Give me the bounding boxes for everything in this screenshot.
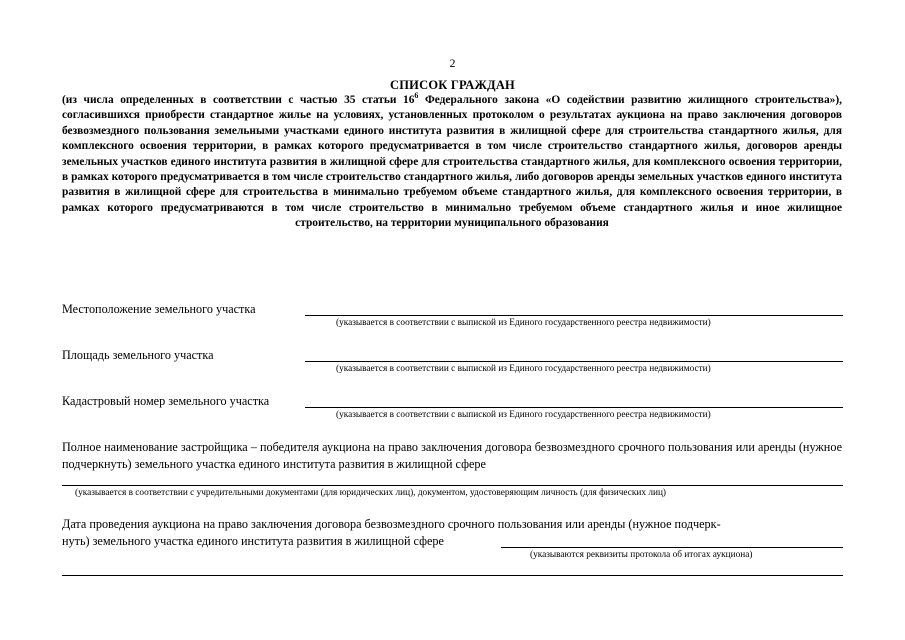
area-label: Площадь земельного участка [62, 348, 214, 362]
intro-text-start: (из числа определенных в соответствии с частью 35 статьи 16 [62, 94, 415, 106]
cadastral-hint: (указывается в соответствии с выпиской из Единого государственного реестра недвижимости) [336, 410, 711, 420]
intro-text-end: Федерального закона «О содействии развитию жилищного строительства»), согласившихся приобрести стандартное жилье на условиях, установленных протоколом о результатах аукциона на право заключения договоров безвозмездного пользования земельными участками единого института развития в жилищной сфере для строительства стандартного жилья, для комплексного освоения территории, в рамках которого предусматривается в том числе строительство стандартного жилья, договоров аренды земельных участков единого института развития в жилищной сфере для строительства стандартного жилья, для комплексного освоения территории, в рамках которого предусматривается в том числе строительство стандартного жилья, либо договоров аренды земельных участков единого института развития в жилищной сфере для строительства в минимально требуемом объеме стандартного жилья, для комплексного освоения территории, в рамках которого предусматриваются в том числе строительство в минимально требуемом объеме стандартного жилья и иное жилищное строительство, на территории муниципального образования [62, 94, 842, 230]
cadastral-label: Кадастровый номер земельного участка [62, 394, 270, 408]
auction-line-2: нуть) земельного участка единого института развития в жилищной сфере [62, 534, 444, 548]
location-fill-line[interactable] [305, 315, 843, 316]
location-hint: (указывается в соответствии с выпиской из Единого государственного реестра недвижимости) [336, 318, 711, 328]
area-hint: (указывается в соответствии с выпиской из Единого государственного реестра недвижимости) [336, 364, 711, 374]
cadastral-fill-line[interactable] [305, 407, 843, 408]
area-fill-line[interactable] [305, 361, 843, 362]
document-title: СПИСОК ГРАЖДАН [390, 78, 515, 92]
auction-fill-line[interactable] [501, 547, 843, 548]
intro-superscript: 6 [414, 91, 419, 101]
auction-line-1: Дата проведения аукциона на право заключения договора безвозмездного срочного пользования или аренды (нужное подчерк- [62, 517, 721, 531]
location-label: Местоположение земельного участка [62, 302, 256, 316]
auction-hint: (указываются реквизиты протокола об итогах аукциона) [530, 550, 753, 560]
developer-paragraph: Полное наименование застройщика – победителя аукциона на право заключения договора безвозмездного срочного пользования или аренды (нужное подчеркнуть) земельного участка единого института развития в жилищной сфере [62, 440, 842, 471]
developer-fill-line[interactable] [62, 485, 843, 486]
title-description [62, 93, 842, 232]
bottom-fill-line[interactable] [62, 575, 843, 576]
page-number: 2 [449, 56, 456, 70]
developer-hint: (указывается в соответствии с учредительными документами (для юридических лиц), документом, удостоверяющим личность (для физических лиц) [75, 488, 667, 498]
